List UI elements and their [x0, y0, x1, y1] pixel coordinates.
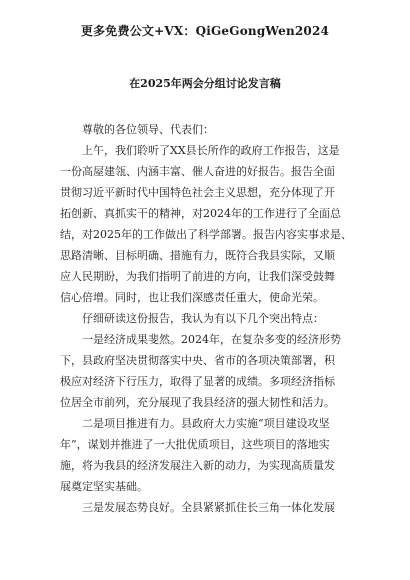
text-line: 拓创新、真抓实干的精神，对2024年的工作进行了全面总 [60, 207, 341, 220]
text-line: 信心倍增。同时，也让我们深感责任重大，使命光荣。 [60, 291, 324, 304]
text-line: 一是经济成果斐然。2024年，在复杂多变的经济形势 [82, 333, 341, 346]
text-line: 三是发展态势良好。全县紧紧抓住长三角一体化发展 [82, 501, 335, 514]
text-line: 下，县政府坚决贯彻落实中央、省市的各项决策部署，积 [60, 354, 335, 367]
text-line: 应人民期盼，为我们指明了前进的方向，让我们深受鼓舞 [60, 270, 335, 283]
paragraph [60, 329, 356, 413]
salutation: 尊敬的各位领导、代表们： [82, 123, 214, 136]
text-line: 一份高屋建瓴、内涵丰富、催人奋进的好报告。报告全面 [60, 165, 335, 178]
text-line: 上午，我们聆听了XX县长所作的政府工作报告，这是 [82, 144, 340, 157]
paragraph [60, 308, 356, 329]
text-line: 思路清晰、目标明确、措施有力，既符合我县实际，又顺 [60, 249, 335, 262]
text-line: 结，对2025年的工作做出了科学部署。报告内容实事求是、 [60, 228, 352, 241]
document-body [60, 119, 356, 518]
paragraph [60, 413, 356, 497]
paragraph [60, 497, 356, 518]
text-line: 二是项目推进有力。县政府大力实施“项目建设攻坚 [82, 417, 330, 430]
text-line: 极应对经济下行压力，取得了显著的成绩。多项经济指标 [60, 375, 335, 388]
text-line: 年”，谋划并推进了一大批优质项目，这些项目的落地实 [60, 438, 330, 451]
document-title: 在2025年两会分组讨论发言稿 [129, 77, 281, 90]
text-line: 展奠定坚实基础。 [60, 480, 148, 493]
text-line: 位居全市前列，充分展现了我县经济的强大韧性和活力。 [60, 396, 335, 409]
promo-banner: 更多免费公文+VX：QiGeGongWen2024 [80, 24, 330, 38]
paragraph [60, 140, 356, 308]
text-line: 施，将为我县的经济发展注入新的动力，为实现高质量发 [60, 459, 335, 472]
text-line: 仔细研读这份报告，我认为有以下几个突出特点： [82, 312, 324, 325]
text-line: 贯彻习近平新时代中国特色社会主义思想，充分体现了开 [60, 186, 335, 199]
